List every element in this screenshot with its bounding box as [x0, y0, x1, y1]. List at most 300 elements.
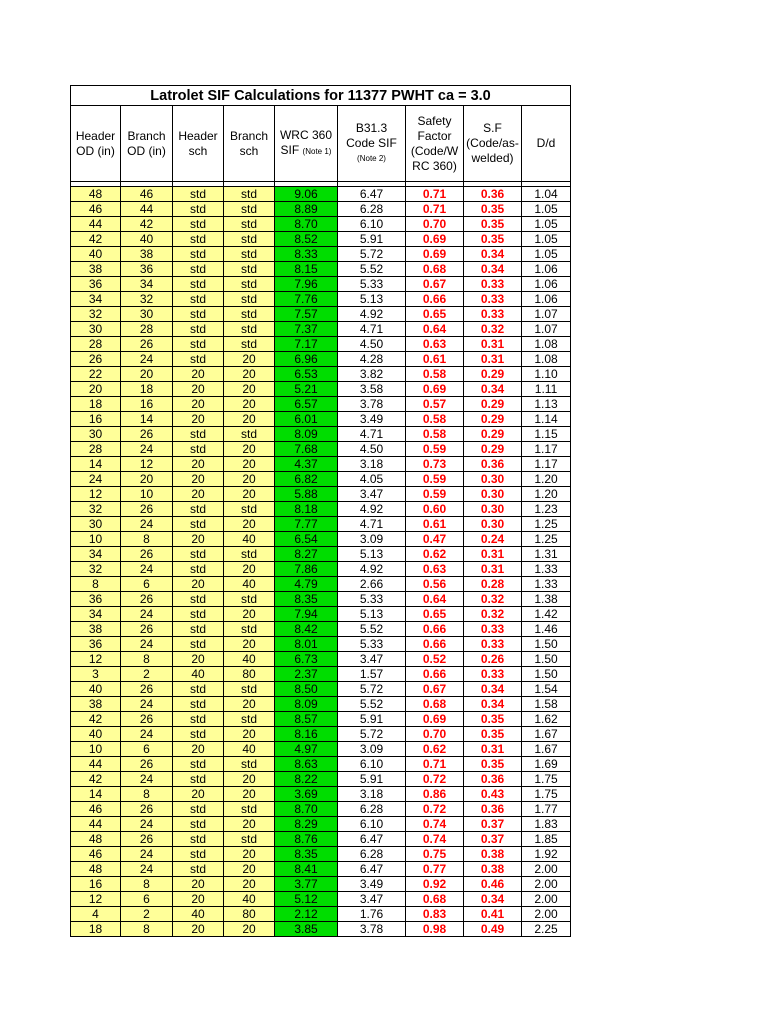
wrc-sif-cell[interactable]: 2.12	[275, 907, 338, 922]
branch-od-cell[interactable]: 30	[121, 307, 173, 322]
header-od-cell[interactable]: 12	[71, 487, 121, 502]
header-sch-cell[interactable]: std	[173, 502, 224, 517]
branch-od-cell[interactable]: 26	[121, 622, 173, 637]
safety-factor-cell[interactable]: 0.58	[406, 427, 464, 442]
sf-cell[interactable]: 0.35	[464, 202, 522, 217]
dd-cell[interactable]: 1.08	[522, 352, 571, 367]
header-od-cell[interactable]: 32	[71, 562, 121, 577]
dd-cell[interactable]: 2.00	[522, 907, 571, 922]
branch-sch-cell[interactable]: 80	[224, 907, 275, 922]
branch-od-cell[interactable]: 40	[121, 232, 173, 247]
sf-cell[interactable]: 0.34	[464, 697, 522, 712]
header-sch-cell[interactable]: std	[173, 427, 224, 442]
branch-od-column-header[interactable]	[121, 106, 173, 182]
code-sif-column-header[interactable]	[338, 106, 406, 182]
sf-cell[interactable]: 0.49	[464, 922, 522, 937]
branch-od-cell[interactable]: 24	[121, 442, 173, 457]
branch-sch-cell[interactable]: std	[224, 682, 275, 697]
branch-sch-column-header[interactable]	[224, 106, 275, 182]
branch-od-cell[interactable]: 26	[121, 427, 173, 442]
header-sch-cell[interactable]: 20	[173, 382, 224, 397]
header-sch-cell[interactable]: std	[173, 247, 224, 262]
dd-cell[interactable]: 1.50	[522, 667, 571, 682]
wrc-sif-cell[interactable]: 8.76	[275, 832, 338, 847]
branch-sch-cell[interactable]: 20	[224, 772, 275, 787]
header-sch-cell[interactable]: std	[173, 442, 224, 457]
code-sif-cell[interactable]: 3.47	[338, 487, 406, 502]
code-sif-cell[interactable]: 3.49	[338, 412, 406, 427]
header-sch-cell[interactable]: 20	[173, 397, 224, 412]
wrc-sif-cell[interactable]: 7.57	[275, 307, 338, 322]
safety-factor-cell[interactable]: 0.92	[406, 877, 464, 892]
safety-factor-cell[interactable]: 0.71	[406, 202, 464, 217]
branch-sch-cell[interactable]: std	[224, 262, 275, 277]
branch-od-cell[interactable]: 20	[121, 367, 173, 382]
branch-od-cell[interactable]: 46	[121, 187, 173, 202]
wrc-sif-cell[interactable]: 8.89	[275, 202, 338, 217]
safety-factor-cell[interactable]: 0.59	[406, 442, 464, 457]
header-od-cell[interactable]: 34	[71, 607, 121, 622]
branch-od-cell[interactable]: 34	[121, 277, 173, 292]
code-sif-cell[interactable]: 4.71	[338, 322, 406, 337]
safety-factor-cell[interactable]: 0.83	[406, 907, 464, 922]
branch-od-cell[interactable]: 8	[121, 652, 173, 667]
sf-cell[interactable]: 0.32	[464, 592, 522, 607]
wrc-sif-cell[interactable]: 8.42	[275, 622, 338, 637]
code-sif-cell[interactable]: 6.47	[338, 187, 406, 202]
branch-od-cell[interactable]: 24	[121, 637, 173, 652]
header-sch-cell[interactable]: std	[173, 202, 224, 217]
header-sch-cell[interactable]: 20	[173, 487, 224, 502]
wrc-sif-cell[interactable]: 4.37	[275, 457, 338, 472]
wrc-sif-cell[interactable]: 8.57	[275, 712, 338, 727]
header-od-cell[interactable]: 46	[71, 202, 121, 217]
header-od-cell[interactable]: 14	[71, 457, 121, 472]
header-od-cell[interactable]: 16	[71, 412, 121, 427]
header-od-cell[interactable]: 42	[71, 772, 121, 787]
sf-cell[interactable]: 0.30	[464, 472, 522, 487]
header-od-cell[interactable]: 36	[71, 592, 121, 607]
wrc-sif-cell[interactable]: 6.82	[275, 472, 338, 487]
safety-factor-cell[interactable]: 0.69	[406, 382, 464, 397]
safety-factor-cell[interactable]: 0.47	[406, 532, 464, 547]
branch-od-cell[interactable]: 28	[121, 322, 173, 337]
sf-cell[interactable]: 0.30	[464, 487, 522, 502]
header-od-cell[interactable]: 10	[71, 742, 121, 757]
dd-cell[interactable]: 1.92	[522, 847, 571, 862]
header-od-cell[interactable]: 26	[71, 352, 121, 367]
branch-od-cell[interactable]: 44	[121, 202, 173, 217]
header-sch-cell[interactable]: 20	[173, 877, 224, 892]
safety-factor-cell[interactable]: 0.72	[406, 802, 464, 817]
header-sch-cell[interactable]: 20	[173, 532, 224, 547]
branch-od-cell[interactable]: 24	[121, 562, 173, 577]
header-od-cell[interactable]: 18	[71, 397, 121, 412]
branch-sch-cell[interactable]: 20	[224, 787, 275, 802]
wrc-sif-cell[interactable]: 5.21	[275, 382, 338, 397]
header-od-cell[interactable]: 16	[71, 877, 121, 892]
sf-cell[interactable]: 0.43	[464, 787, 522, 802]
code-sif-cell[interactable]: 3.82	[338, 367, 406, 382]
safety-factor-cell[interactable]: 0.59	[406, 472, 464, 487]
header-sch-cell[interactable]: std	[173, 727, 224, 742]
header-od-cell[interactable]: 30	[71, 322, 121, 337]
branch-od-cell[interactable]: 26	[121, 712, 173, 727]
safety-factor-cell[interactable]: 0.58	[406, 367, 464, 382]
sf-cell[interactable]: 0.36	[464, 772, 522, 787]
header-sch-cell[interactable]: std	[173, 817, 224, 832]
header-sch-cell[interactable]: 20	[173, 742, 224, 757]
header-od-cell[interactable]: 38	[71, 697, 121, 712]
dd-cell[interactable]: 1.06	[522, 277, 571, 292]
header-sch-cell[interactable]: 20	[173, 412, 224, 427]
sf-cell[interactable]: 0.30	[464, 502, 522, 517]
header-sch-cell[interactable]: std	[173, 562, 224, 577]
branch-od-cell[interactable]: 6	[121, 577, 173, 592]
dd-cell[interactable]: 1.13	[522, 397, 571, 412]
header-sch-cell[interactable]: std	[173, 682, 224, 697]
header-od-cell[interactable]: 44	[71, 217, 121, 232]
safety-factor-cell[interactable]: 0.64	[406, 592, 464, 607]
header-sch-cell[interactable]: std	[173, 517, 224, 532]
safety-factor-cell[interactable]: 0.69	[406, 232, 464, 247]
header-od-cell[interactable]: 28	[71, 337, 121, 352]
wrc-sif-cell[interactable]: 7.37	[275, 322, 338, 337]
branch-sch-cell[interactable]: std	[224, 592, 275, 607]
wrc-sif-cell[interactable]: 8.35	[275, 592, 338, 607]
safety-factor-cell[interactable]: 0.73	[406, 457, 464, 472]
code-sif-cell[interactable]: 3.18	[338, 457, 406, 472]
wrc-sif-cell[interactable]: 6.01	[275, 412, 338, 427]
header-od-cell[interactable]: 20	[71, 382, 121, 397]
header-od-cell[interactable]: 30	[71, 517, 121, 532]
code-sif-cell[interactable]: 5.52	[338, 262, 406, 277]
dd-cell[interactable]: 1.83	[522, 817, 571, 832]
branch-sch-cell[interactable]: std	[224, 217, 275, 232]
code-sif-cell[interactable]: 4.92	[338, 307, 406, 322]
dd-cell[interactable]: 1.17	[522, 457, 571, 472]
branch-sch-cell[interactable]: 20	[224, 817, 275, 832]
code-sif-cell[interactable]: 2.66	[338, 577, 406, 592]
branch-sch-cell[interactable]: 20	[224, 412, 275, 427]
code-sif-cell[interactable]: 5.33	[338, 277, 406, 292]
header-sch-cell[interactable]: 20	[173, 787, 224, 802]
branch-od-cell[interactable]: 20	[121, 472, 173, 487]
branch-sch-cell[interactable]: std	[224, 547, 275, 562]
branch-sch-cell[interactable]: std	[224, 337, 275, 352]
header-od-cell[interactable]: 36	[71, 637, 121, 652]
dd-cell[interactable]: 1.23	[522, 502, 571, 517]
code-sif-cell[interactable]: 5.91	[338, 712, 406, 727]
branch-od-cell[interactable]: 18	[121, 382, 173, 397]
sf-cell[interactable]: 0.35	[464, 727, 522, 742]
branch-od-cell[interactable]: 24	[121, 607, 173, 622]
safety-factor-column-header[interactable]	[406, 106, 464, 182]
header-sch-cell[interactable]: 20	[173, 367, 224, 382]
branch-od-cell[interactable]: 2	[121, 667, 173, 682]
safety-factor-cell[interactable]: 0.62	[406, 547, 464, 562]
sf-cell[interactable]: 0.33	[464, 667, 522, 682]
branch-od-cell[interactable]: 16	[121, 397, 173, 412]
dd-cell[interactable]: 1.62	[522, 712, 571, 727]
sf-cell[interactable]: 0.37	[464, 817, 522, 832]
branch-sch-cell[interactable]: std	[224, 802, 275, 817]
header-od-cell[interactable]: 38	[71, 622, 121, 637]
safety-factor-cell[interactable]: 0.52	[406, 652, 464, 667]
header-sch-cell[interactable]: std	[173, 622, 224, 637]
branch-od-cell[interactable]: 24	[121, 817, 173, 832]
wrc-sif-cell[interactable]: 8.09	[275, 427, 338, 442]
sf-cell[interactable]: 0.29	[464, 427, 522, 442]
header-sch-cell[interactable]: std	[173, 847, 224, 862]
branch-od-cell[interactable]: 26	[121, 802, 173, 817]
sf-cell[interactable]: 0.34	[464, 892, 522, 907]
sf-cell[interactable]: 0.26	[464, 652, 522, 667]
wrc-sif-cell[interactable]: 9.06	[275, 187, 338, 202]
header-sch-cell[interactable]: std	[173, 547, 224, 562]
branch-sch-cell[interactable]: std	[224, 292, 275, 307]
sf-cell[interactable]: 0.35	[464, 232, 522, 247]
sf-cell[interactable]: 0.35	[464, 217, 522, 232]
dd-cell[interactable]: 1.15	[522, 427, 571, 442]
header-od-cell[interactable]: 3	[71, 667, 121, 682]
branch-od-cell[interactable]: 6	[121, 892, 173, 907]
branch-sch-cell[interactable]: 20	[224, 517, 275, 532]
safety-factor-cell[interactable]: 0.61	[406, 517, 464, 532]
safety-factor-cell[interactable]: 0.70	[406, 727, 464, 742]
safety-factor-cell[interactable]: 0.68	[406, 262, 464, 277]
sf-cell[interactable]: 0.33	[464, 277, 522, 292]
code-sif-cell[interactable]: 5.72	[338, 682, 406, 697]
branch-sch-cell[interactable]: 40	[224, 742, 275, 757]
code-sif-cell[interactable]: 4.50	[338, 337, 406, 352]
header-sch-cell[interactable]: std	[173, 592, 224, 607]
branch-sch-cell[interactable]: 20	[224, 442, 275, 457]
header-od-cell[interactable]: 30	[71, 427, 121, 442]
header-sch-cell[interactable]: 20	[173, 922, 224, 937]
header-od-cell[interactable]: 32	[71, 502, 121, 517]
dd-cell[interactable]: 2.00	[522, 892, 571, 907]
wrc-sif-cell[interactable]: 8.22	[275, 772, 338, 787]
header-od-cell[interactable]: 48	[71, 187, 121, 202]
code-sif-cell[interactable]: 5.72	[338, 247, 406, 262]
dd-cell[interactable]: 1.20	[522, 487, 571, 502]
code-sif-cell[interactable]: 1.76	[338, 907, 406, 922]
wrc-sif-cell[interactable]: 8.35	[275, 847, 338, 862]
branch-od-cell[interactable]: 36	[121, 262, 173, 277]
dd-cell[interactable]: 1.10	[522, 367, 571, 382]
safety-factor-cell[interactable]: 0.60	[406, 502, 464, 517]
wrc-sif-cell[interactable]: 8.70	[275, 802, 338, 817]
code-sif-cell[interactable]: 3.78	[338, 397, 406, 412]
header-sch-cell[interactable]: 40	[173, 907, 224, 922]
wrc-sif-cell[interactable]: 2.37	[275, 667, 338, 682]
header-sch-cell[interactable]: std	[173, 757, 224, 772]
wrc-sif-cell[interactable]: 8.09	[275, 697, 338, 712]
code-sif-cell[interactable]: 5.91	[338, 232, 406, 247]
code-sif-cell[interactable]: 6.28	[338, 802, 406, 817]
safety-factor-cell[interactable]: 0.64	[406, 322, 464, 337]
code-sif-cell[interactable]: 6.10	[338, 757, 406, 772]
code-sif-cell[interactable]: 5.13	[338, 607, 406, 622]
dd-cell[interactable]: 1.77	[522, 802, 571, 817]
wrc-sif-cell[interactable]: 8.15	[275, 262, 338, 277]
sf-cell[interactable]: 0.36	[464, 187, 522, 202]
wrc-sif-cell[interactable]: 7.68	[275, 442, 338, 457]
sf-cell[interactable]: 0.41	[464, 907, 522, 922]
wrc-sif-cell[interactable]: 7.77	[275, 517, 338, 532]
branch-sch-cell[interactable]: 20	[224, 697, 275, 712]
sf-cell[interactable]: 0.29	[464, 412, 522, 427]
dd-cell[interactable]: 1.06	[522, 262, 571, 277]
branch-sch-cell[interactable]: std	[224, 712, 275, 727]
code-sif-cell[interactable]: 3.09	[338, 532, 406, 547]
sf-cell[interactable]: 0.32	[464, 607, 522, 622]
header-sch-cell[interactable]: std	[173, 337, 224, 352]
branch-sch-cell[interactable]: std	[224, 187, 275, 202]
safety-factor-cell[interactable]: 0.65	[406, 307, 464, 322]
safety-factor-cell[interactable]: 0.63	[406, 337, 464, 352]
dd-cell[interactable]: 1.11	[522, 382, 571, 397]
safety-factor-cell[interactable]: 0.66	[406, 637, 464, 652]
branch-sch-cell[interactable]: 20	[224, 382, 275, 397]
header-od-cell[interactable]: 46	[71, 802, 121, 817]
safety-factor-cell[interactable]: 0.75	[406, 847, 464, 862]
code-sif-cell[interactable]: 3.49	[338, 877, 406, 892]
header-od-cell[interactable]: 42	[71, 712, 121, 727]
code-sif-cell[interactable]: 5.13	[338, 292, 406, 307]
wrc-sif-cell[interactable]: 7.86	[275, 562, 338, 577]
safety-factor-cell[interactable]: 0.57	[406, 397, 464, 412]
branch-od-cell[interactable]: 26	[121, 502, 173, 517]
header-sch-cell[interactable]: 20	[173, 652, 224, 667]
wrc-sif-cell[interactable]: 8.27	[275, 547, 338, 562]
header-sch-cell[interactable]: 40	[173, 667, 224, 682]
header-sch-cell[interactable]: std	[173, 637, 224, 652]
branch-sch-cell[interactable]: 40	[224, 652, 275, 667]
branch-sch-cell[interactable]: 20	[224, 457, 275, 472]
sf-cell[interactable]: 0.29	[464, 442, 522, 457]
wrc-sif-cell[interactable]: 6.54	[275, 532, 338, 547]
dd-cell[interactable]: 1.42	[522, 607, 571, 622]
header-sch-cell[interactable]: std	[173, 352, 224, 367]
safety-factor-cell[interactable]: 0.58	[406, 412, 464, 427]
code-sif-cell[interactable]: 3.09	[338, 742, 406, 757]
branch-od-cell[interactable]: 24	[121, 862, 173, 877]
safety-factor-cell[interactable]: 0.63	[406, 562, 464, 577]
header-od-cell[interactable]: 34	[71, 547, 121, 562]
safety-factor-cell[interactable]: 0.68	[406, 892, 464, 907]
dd-cell[interactable]: 1.25	[522, 532, 571, 547]
code-sif-cell[interactable]: 6.47	[338, 862, 406, 877]
safety-factor-cell[interactable]: 0.68	[406, 697, 464, 712]
header-od-cell[interactable]: 12	[71, 892, 121, 907]
branch-od-cell[interactable]: 8	[121, 532, 173, 547]
branch-sch-cell[interactable]: 20	[224, 352, 275, 367]
header-od-cell[interactable]: 44	[71, 817, 121, 832]
safety-factor-cell[interactable]: 0.72	[406, 772, 464, 787]
branch-od-cell[interactable]: 2	[121, 907, 173, 922]
code-sif-cell[interactable]: 4.71	[338, 517, 406, 532]
safety-factor-cell[interactable]: 0.66	[406, 622, 464, 637]
wrc-sif-cell[interactable]: 6.96	[275, 352, 338, 367]
dd-cell[interactable]: 1.25	[522, 517, 571, 532]
sf-cell[interactable]: 0.33	[464, 292, 522, 307]
dd-cell[interactable]: 1.85	[522, 832, 571, 847]
wrc-sif-cell[interactable]: 8.29	[275, 817, 338, 832]
code-sif-cell[interactable]: 5.52	[338, 697, 406, 712]
header-sch-cell[interactable]: std	[173, 862, 224, 877]
code-sif-cell[interactable]: 4.92	[338, 502, 406, 517]
branch-sch-cell[interactable]: 80	[224, 667, 275, 682]
code-sif-cell[interactable]: 5.52	[338, 622, 406, 637]
dd-cell[interactable]: 1.20	[522, 472, 571, 487]
branch-sch-cell[interactable]: std	[224, 502, 275, 517]
header-od-cell[interactable]: 34	[71, 292, 121, 307]
dd-cell[interactable]: 1.38	[522, 592, 571, 607]
dd-cell[interactable]: 1.46	[522, 622, 571, 637]
header-od-cell[interactable]: 36	[71, 277, 121, 292]
header-sch-cell[interactable]: std	[173, 232, 224, 247]
dd-cell[interactable]: 1.58	[522, 697, 571, 712]
code-sif-cell[interactable]: 4.50	[338, 442, 406, 457]
header-od-cell[interactable]: 46	[71, 847, 121, 862]
sf-cell[interactable]: 0.34	[464, 382, 522, 397]
code-sif-cell[interactable]: 5.33	[338, 637, 406, 652]
header-sch-cell[interactable]: std	[173, 277, 224, 292]
header-sch-cell[interactable]: std	[173, 697, 224, 712]
header-sch-cell[interactable]: std	[173, 187, 224, 202]
branch-sch-cell[interactable]: 20	[224, 607, 275, 622]
safety-factor-cell[interactable]: 0.69	[406, 712, 464, 727]
header-od-cell[interactable]: 14	[71, 787, 121, 802]
code-sif-cell[interactable]: 5.91	[338, 772, 406, 787]
wrc-sif-cell[interactable]: 7.17	[275, 337, 338, 352]
branch-od-cell[interactable]: 42	[121, 217, 173, 232]
branch-sch-cell[interactable]: std	[224, 622, 275, 637]
header-sch-cell[interactable]: std	[173, 712, 224, 727]
code-sif-cell[interactable]: 6.10	[338, 217, 406, 232]
header-od-cell[interactable]: 42	[71, 232, 121, 247]
branch-sch-cell[interactable]: 40	[224, 532, 275, 547]
sf-cell[interactable]: 0.34	[464, 682, 522, 697]
wrc-sif-cell[interactable]: 6.53	[275, 367, 338, 382]
wrc-sif-cell[interactable]: 4.97	[275, 742, 338, 757]
code-sif-cell[interactable]: 4.28	[338, 352, 406, 367]
sf-cell[interactable]: 0.31	[464, 742, 522, 757]
wrc-sif-cell[interactable]: 7.96	[275, 277, 338, 292]
branch-od-cell[interactable]: 24	[121, 517, 173, 532]
header-sch-cell[interactable]: 20	[173, 457, 224, 472]
header-od-cell[interactable]: 48	[71, 862, 121, 877]
header-od-cell[interactable]: 4	[71, 907, 121, 922]
wrc-sif-cell[interactable]: 8.70	[275, 217, 338, 232]
header-sch-cell[interactable]: 20	[173, 472, 224, 487]
header-od-cell[interactable]: 18	[71, 922, 121, 937]
code-sif-cell[interactable]: 6.10	[338, 817, 406, 832]
code-sif-cell[interactable]: 3.78	[338, 922, 406, 937]
branch-sch-cell[interactable]: std	[224, 757, 275, 772]
branch-od-cell[interactable]: 24	[121, 352, 173, 367]
wrc-sif-cell[interactable]: 8.33	[275, 247, 338, 262]
branch-sch-cell[interactable]: 20	[224, 862, 275, 877]
dd-cell[interactable]: 1.67	[522, 727, 571, 742]
wrc-sif-cell[interactable]: 8.41	[275, 862, 338, 877]
code-sif-cell[interactable]: 4.71	[338, 427, 406, 442]
safety-factor-cell[interactable]: 0.86	[406, 787, 464, 802]
branch-od-cell[interactable]: 26	[121, 337, 173, 352]
branch-sch-cell[interactable]: std	[224, 307, 275, 322]
